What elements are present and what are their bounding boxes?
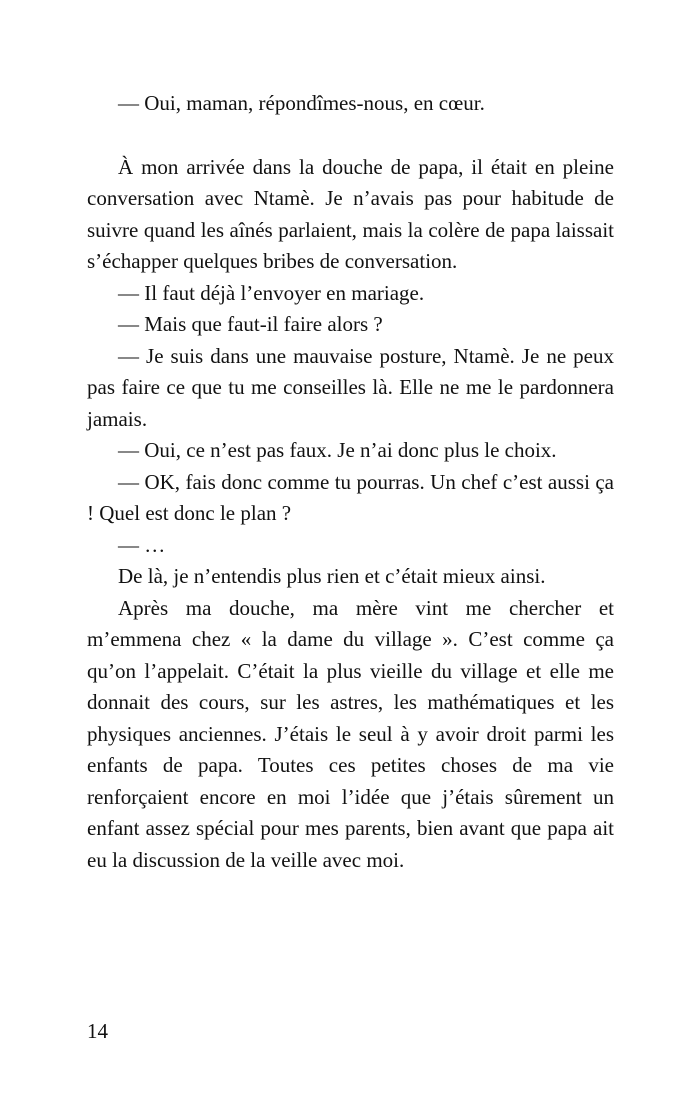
paragraph-village-lady: Après ma douche, ma mère vint me chercher et m’emmena chez « la dame du village ». C’est comme ça qu’on l’appelait. C’était la plus vieille du village et elle me donnait des cours, sur les astres, les mathématiques et les physiques anciennes. J’étais le seul à y avoir droit parmi les enfants de papa. Toutes ces petites choses de ma vie renforçaient encore en moi l’idée que j’étais sûrement un enfant assez spécial pour mes parents, bien avant que papa ait eu la discussion de la veille avec moi. [87, 595, 614, 872]
paragraph-dialogue-ellipsis: — … [118, 532, 166, 557]
paragraph-dialogue-posture: — Je suis dans une mauvaise posture, Ntamè. Je ne peux pas faire ce que tu me conseilles là. Elle ne me le pardonnera jamais. [87, 343, 614, 431]
page-body [87, 88, 614, 876]
paragraph-dialogue-marriage: — Il faut déjà l’envoyer en mariage. [118, 280, 425, 305]
page-number: 14 [87, 1019, 108, 1043]
paragraph-nothing-more: De là, je n’entendis plus rien et c’était mieux ainsi. [118, 564, 546, 588]
paragraph-arrival: À mon arrivée dans la douche de papa, il était en pleine conversation avec Ntamè. Je n’avais pas pour habitude de suivre quand les aînés parlaient, mais la colère de papa laissait s’échapper quelques bribes de conversation. [87, 154, 614, 273]
paragraph-dialogue-answer: — Oui, maman, répondîmes-nous, en cœur. [118, 91, 485, 115]
paragraph-dialogue-question: — Mais que faut-il faire alors ? [118, 312, 383, 336]
paragraph-dialogue-choice: — Oui, ce n’est pas faux. Je n’ai donc plus le choix. [118, 438, 557, 462]
paragraph-dialogue-plan: — OK, fais donc comme tu pourras. Un chef c’est aussi ça ! Quel est donc le plan ? [87, 469, 614, 525]
